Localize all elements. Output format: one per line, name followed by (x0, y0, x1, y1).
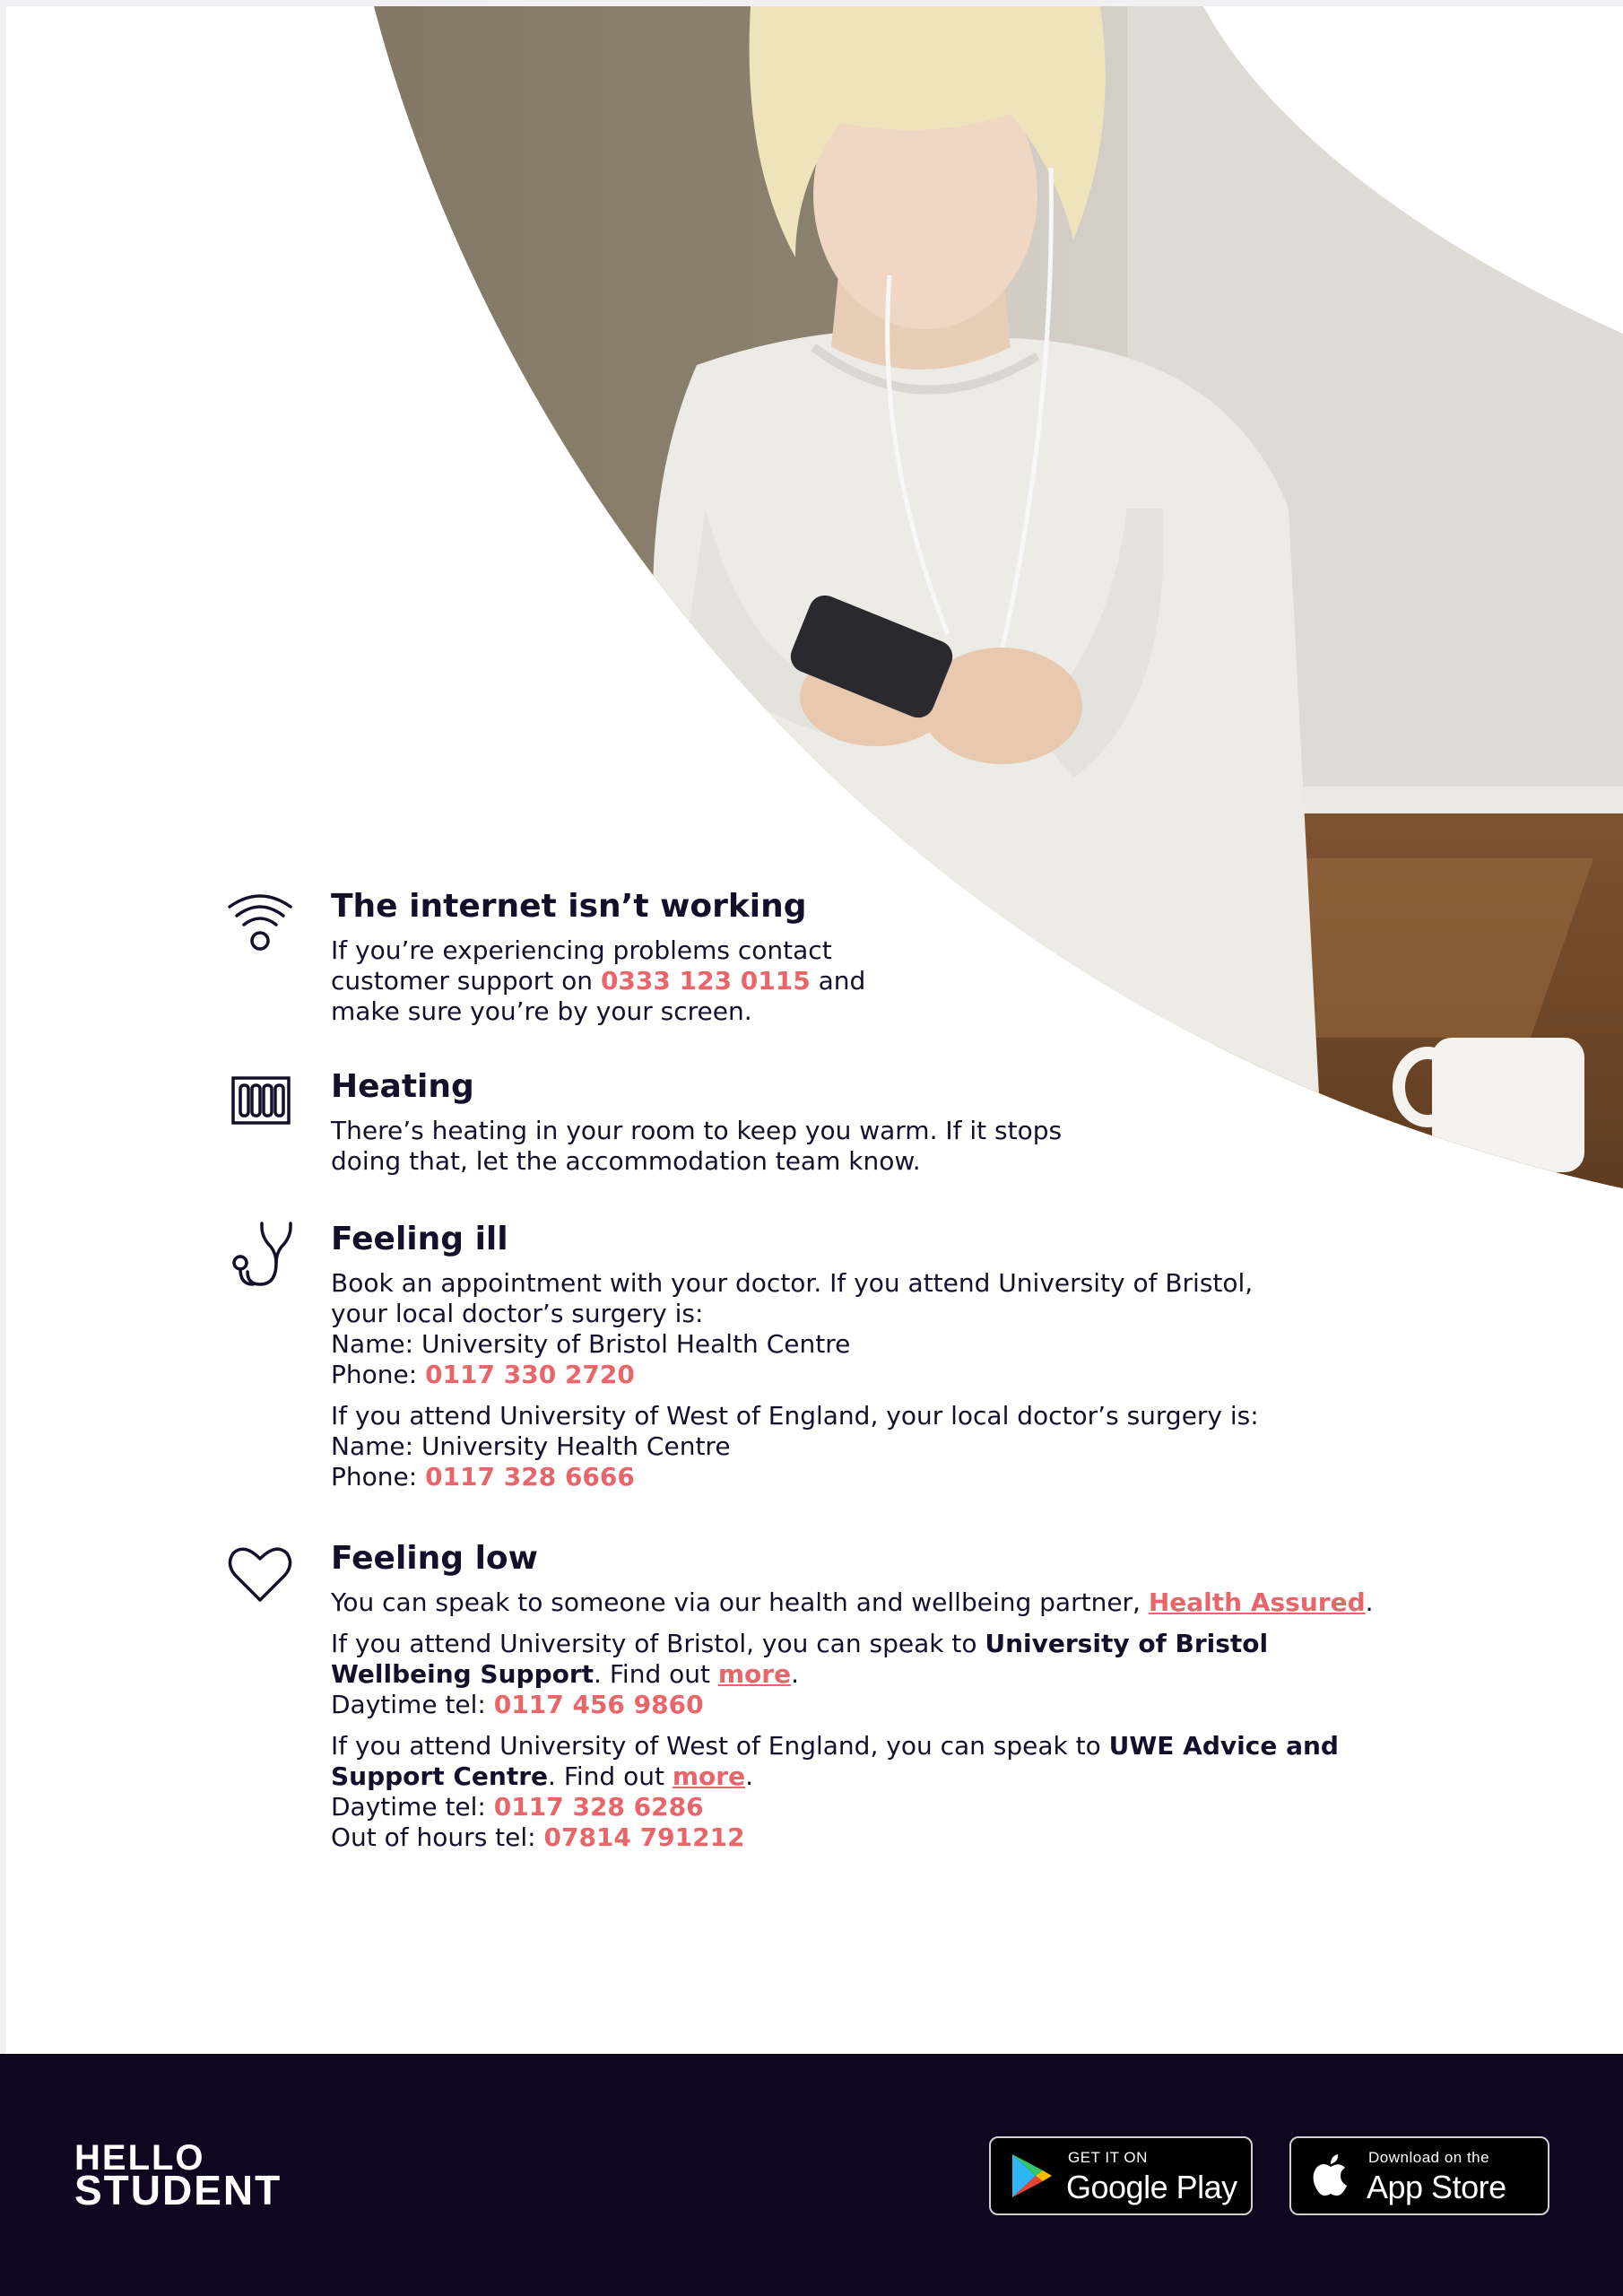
app-store-button[interactable]: Download on the App Store (1289, 2136, 1549, 2215)
section-title: Heating (331, 1068, 474, 1105)
section-body: If you attend University of Bristol, you can speak to University of Bristol Wellbeing Support. Find out more. Daytime tel: 0117 456 9860 (331, 1629, 1269, 1719)
phone-link[interactable]: 0117 328 6666 (425, 1462, 635, 1492)
more-link[interactable]: more (717, 1659, 792, 1689)
wifi-icon (224, 887, 296, 959)
poster-page (6, 6, 1623, 2054)
heart-icon (224, 1539, 296, 1611)
section-body: You can speak to someone via our health and wellbeing partner, Health Assured. (331, 1587, 1374, 1617)
health-assured-link[interactable]: Health Assured (1148, 1587, 1366, 1617)
phone-link[interactable]: 0117 456 9860 (493, 1690, 704, 1719)
section-title: The internet isn’t working (331, 888, 807, 925)
radiator-icon (224, 1067, 296, 1139)
section-body: If you attend University of West of England, you can speak to UWE Advice and Support Centre. Find out more. Daytime tel: 0117 328 6286 Out of hours tel: 07814 791212 (331, 1731, 1339, 1852)
phone-link[interactable]: 0333 123 0115 (600, 966, 811, 996)
section-body: If you attend University of West of England, your local doctor’s surgery is: Name: University Health Centre Phone: 0117 328 6666 (331, 1401, 1259, 1492)
hello-student-logo: HELLO STUDENT (74, 2138, 282, 2213)
section-title: Feeling ill (331, 1221, 508, 1257)
section-body: If you’re experiencing problems contact customer support on 0333 123 0115 and make sure you’re by your screen. (331, 935, 866, 1026)
phone-link[interactable]: 07814 791212 (543, 1822, 745, 1852)
phone-link[interactable]: 0117 328 6286 (493, 1792, 704, 1822)
google-play-icon (1005, 2151, 1055, 2201)
apple-icon (1306, 2151, 1356, 2201)
google-play-button[interactable]: GET IT ON Google Play (989, 2136, 1253, 2215)
phone-link[interactable]: 0117 330 2720 (425, 1360, 635, 1389)
stethoscope-icon (224, 1220, 296, 1292)
section-body: There’s heating in your room to keep you warm. If it stops doing that, let the accommodation team know. (331, 1116, 1063, 1176)
section-body: Book an appointment with your doctor. If you attend University of Bristol, your local doctor’s surgery is: Name: University of Bristol Health Centre Phone: 0117 330 2720 (331, 1268, 1254, 1389)
footer (0, 2054, 1623, 2296)
more-link[interactable]: more (672, 1761, 746, 1791)
section-title: Feeling low (331, 1540, 538, 1577)
